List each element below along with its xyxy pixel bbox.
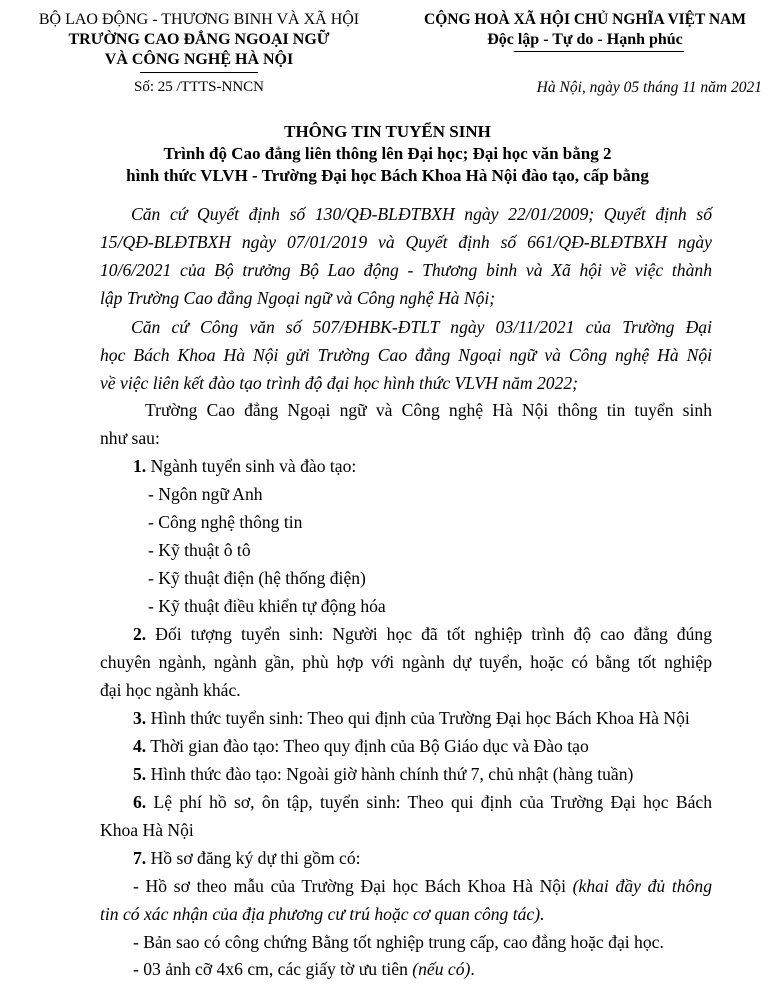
major-item: - Kỹ thuật điện (hệ thống điện) <box>148 568 366 588</box>
document-title: THÔNG TIN TUYỂN SINH <box>284 122 491 141</box>
document-item-2: - Bản sao có công chứng Bằng tốt nghiệp trung cấp, cao đẳng hoặc đại học. <box>133 932 664 952</box>
section-4-text: Thời gian đào tạo: Theo quy định của Bộ Giáo dục và Đào tạo <box>146 736 589 756</box>
major-item: - Kỹ thuật điều khiển tự động hóa <box>148 596 386 616</box>
section-2-text: Đối tượng tuyển sinh: Người học đã tốt nghiệp trình độ cao đẳng đúng <box>146 624 712 644</box>
section-6-number: 6. <box>133 792 147 812</box>
document-subtitle-2: hình thức VLVH - Trường Đại học Bách Khoa Hà Nội đào tạo, cấp bằng <box>126 166 649 185</box>
document-subtitle-1: Trình độ Cao đẳng liên thông lên Đại học; Đại học văn bằng 2 <box>163 144 612 163</box>
section-3-text: Hình thức tuyển sinh: Theo qui định của Trường Đại học Bách Khoa Hà Nội <box>146 708 690 728</box>
major-item: - Kỹ thuật ô tô <box>148 540 251 560</box>
school-name-line2: VÀ CÔNG NGHỆ HÀ NỘI <box>104 51 294 68</box>
section-4-number: 4. <box>133 736 147 756</box>
section-1-heading <box>133 453 356 481</box>
section-7-heading <box>133 845 361 873</box>
major-item: - Công nghệ thông tin <box>148 512 303 532</box>
nation-name: CỘNG HOÀ XÃ HỘI CHỦ NGHĨA VIỆT NAM <box>424 11 746 28</box>
section-6-text: Lệ phí hồ sơ, ôn tập, tuyển sinh: Theo qui định của Trường Đại học Bách <box>146 792 712 812</box>
section-5-number: 5. <box>133 764 147 784</box>
section-3-number: 3. <box>133 708 147 728</box>
section-4 <box>133 733 589 761</box>
issue-date: Hà Nội, ngày 05 tháng 11 năm 2021 <box>536 79 762 96</box>
school-name-line1: TRƯỜNG CAO ĐẲNG NGOẠI NGỮ <box>68 31 330 48</box>
section-7-text: Hồ sơ đăng ký dự thi gồm có: <box>146 848 361 868</box>
national-motto: Độc lập - Tự do - Hạnh phúc <box>487 31 683 48</box>
document-item-3: - 03 ảnh cỡ 4x6 cm, các giấy tờ ưu tiên (nếu có). <box>133 959 475 979</box>
major-item: - Ngôn ngữ Anh <box>148 484 263 504</box>
document-number: Số: 25 /TTTS-NNCN <box>133 79 264 95</box>
section-2-number: 2. <box>133 624 147 644</box>
section-7-number: 7. <box>133 848 147 868</box>
section-5-text: Hình thức đào tạo: Ngoài giờ hành chính thứ 7, chủ nhật (hàng tuần) <box>146 764 634 784</box>
header-right-underline <box>514 51 684 52</box>
ministry-name: BỘ LAO ĐỘNG - THƯƠNG BINH VÀ XÃ HỘI <box>38 11 360 28</box>
section-3 <box>133 705 690 733</box>
header-left-underline <box>140 72 258 73</box>
section-1-text: Ngành tuyển sinh và đào tạo: <box>146 456 357 476</box>
section-5 <box>133 761 633 789</box>
section-1-number: 1. <box>133 456 147 476</box>
